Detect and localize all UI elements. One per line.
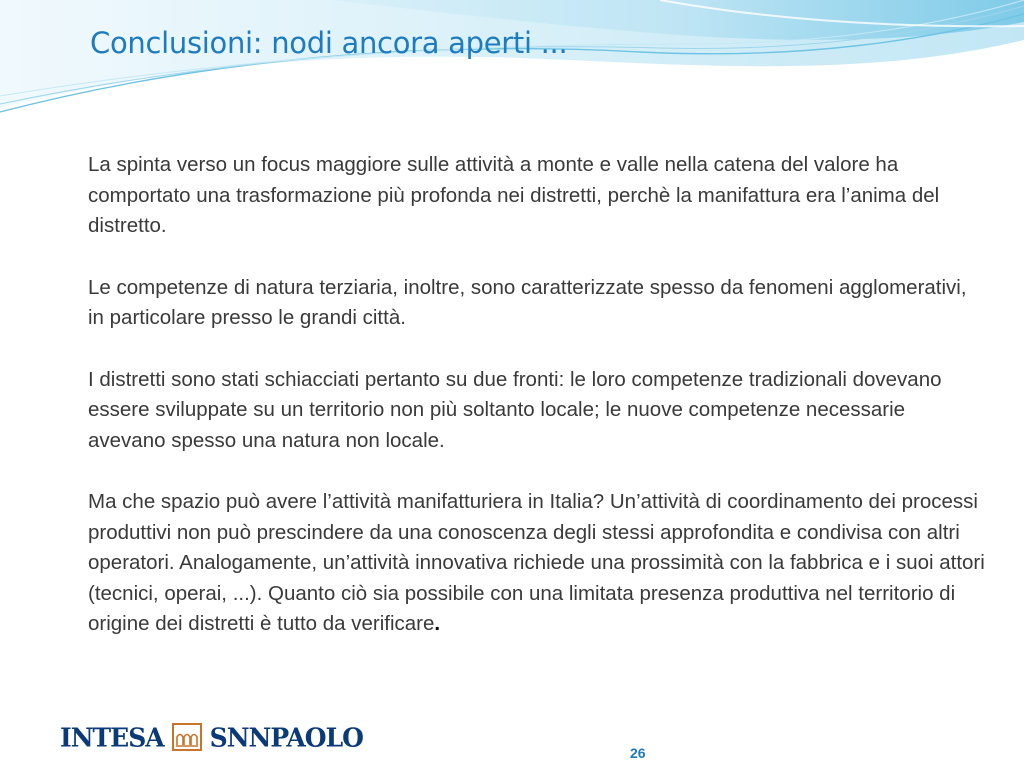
intesa-sanpaolo-arch-icon (172, 723, 202, 751)
paragraph (88, 487, 988, 640)
intesa-sanpaolo-logo (60, 722, 363, 752)
paragraph: La spinta verso un focus maggiore sulle attività a monte e valle nella catena del valore ha comportato una trasformazione più profonda nei distretti, perchè la manifattura era l’anima del distretto. (88, 153, 940, 237)
slide-title: Conclusioni: nodi ancora aperti ... (90, 26, 568, 60)
paragraph-text: Ma che spazio può avere l’attività manifatturiera in Italia? Un’attività di coordinamento dei processi produttivi non può prescindere da una conoscenza degli stessi approfondita e condivisa con altri operatori. Analogamente, un’attività innovativa richiede una prossimità con la fabbrica e i suoi attori (tecnici, operai, ...). Quanto ciò sia possibile con una limitata presenza produttiva nel territorio di origine dei distretti è tutto da verificare (88, 490, 985, 635)
header-wave-decoration (0, 0, 1024, 130)
logo-word-sanpaolo: SNNPAOLO (209, 721, 363, 753)
paragraph: Le competenze di natura terziaria, inoltre, sono caratterizzate spesso da fenomeni agglomerativi, in particolare presso le grandi città. (88, 275, 967, 329)
final-period: . (434, 612, 441, 635)
logo-word-intesa: INTESA (60, 721, 164, 753)
slide-body (88, 150, 988, 671)
paragraph: I distretti sono stati schiacciati pertanto su due fronti: le loro competenze tradizionali dovevano essere sviluppate su un territorio non più soltanto locale; le nuove competenze necessarie avevano spesso una natura non locale. (88, 367, 942, 452)
page-number: 26 (630, 745, 646, 761)
